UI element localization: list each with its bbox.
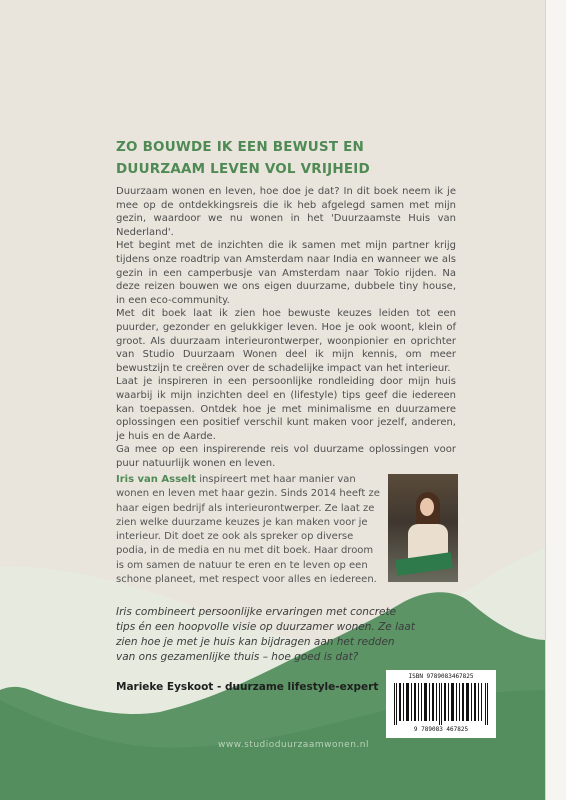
blurb-paragraph: Laat je inspireren in een persoonlijke rondleiding door mijn huis waarbij ik mijn inzichten deel en (lifestyle) tips geef die iedereen kan toepassen. Ontdek hoe je met minimalisme en duurzamere oplossingen een positief verschil kunt maken voor jezelf, anderen, je huis en de Aarde. bbox=[116, 376, 456, 442]
isbn-barcode bbox=[386, 670, 496, 738]
cover-title: ZO BOUWDE IK EEN BEWUST EN DUURZAAM LEVEN VOL VRIJHEID bbox=[116, 139, 370, 177]
website-url[interactable]: www.studioduurzaamwonen.nl bbox=[218, 740, 369, 750]
blurb-paragraph: Ga mee op een inspirerende reis vol duurzame oplossingen voor puur natuurlijk wonen en leven. bbox=[116, 444, 456, 469]
blurb-paragraph: Met dit boek laat ik zien hoe bewuste keuzes leiden tot een puurder, gezonder en gelukkiger leven. Hoe je ook woont, klein of groot. Als duurzaam interieurontwerper, woonpionier en oprichter van Studio Duurzaam Wonen deel ik mijn kennis, om meer bewustzijn te creëren over de schadelijke impact van het interieur. bbox=[116, 308, 456, 374]
endorsement-quote: Iris combineert persoonlijke ervaringen met concrete tips én een hoopvolle visie op duurzamer wonen. Ze laat zien hoe je met je huis kan bijdragen aan het redden van ons gezamenlijke thuis – hoe goed is dat? bbox=[116, 606, 415, 663]
isbn-digits: 9 789083 467825 bbox=[413, 726, 469, 733]
blurb-paragraph: Het begint met de inzichten die ik samen met mijn partner krijg tijdens onze roadtrip van Amsterdam naar India en wanneer we als gezin in een camperbusje van Amsterdam naar Tokio rijden. Na deze reizen bouwen we ons eigen duurzame, dubbele tiny house, in een eco-community. bbox=[116, 240, 456, 306]
author-name: Iris van Asselt bbox=[116, 474, 197, 485]
isbn-label: ISBN 9789083467825 bbox=[408, 673, 474, 680]
blurb-paragraph: Duurzaam wonen en leven, hoe doe je dat? In dit boek neem ik je mee op de ontdekkingsreis die ik heb afgelegd samen met mijn gezin, waardoor we nu wonen in het 'Duurzaamste Huis van Nederland'. bbox=[116, 186, 456, 238]
book-spine-edge bbox=[545, 0, 566, 800]
author-bio-text: inspireert met haar manier van wonen en leven met haar gezin. Sinds 2014 heeft ze haar eigen bedrijf als interieurontwerper. Ze laat ze zien welke duurzame keuzes je kan maken voor je interieur. Dit doet ze ook als spreker op diverse podia, in de media en nu met dit boek. Haar droom is om samen de natuur te eren en te leven op een schone planeet, met respect voor alles en iedereen. bbox=[116, 474, 380, 586]
endorsement-attribution: Marieke Eyskoot - duurzame lifestyle-expert bbox=[116, 681, 379, 693]
barcode-bars bbox=[394, 683, 488, 725]
